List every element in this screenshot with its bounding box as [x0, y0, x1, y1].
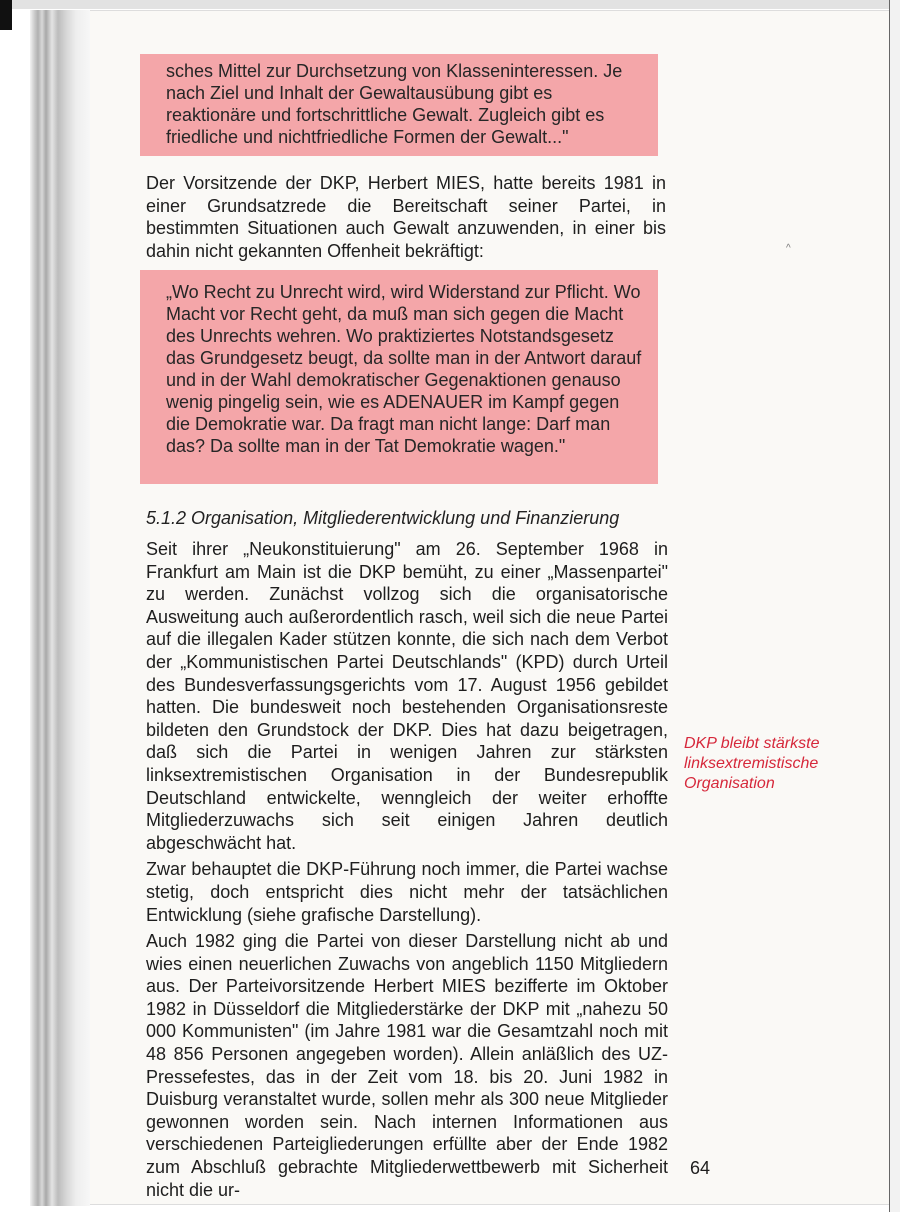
body-paragraph-1: Seit ihrer „Neukonstituierung" am 26. September 1968 in Frankfurt am Main ist die DKP bemüht, zu einer „Massenpartei" zu werden. Zunächst vollzog sich die organisatorische Ausweitung auch außerordentlich rasch, weil sich die neue Partei auf die illegalen Kader stützen konnte, die sich nach dem Verbot der „Kommunistischen Partei Deutschlands" (KPD) durch Urteil des Bundesverfassungsgerichts vom 17. August 1956 gebildet hatten. Die bundesweit noch bestehenden Organisationsreste bildeten den Grundstock der DKP. Dies hat dazu beigetragen, daß sich die Partei in wenigen Jahren zur stärksten linksextremistischen Organisation in der Bundesrepublik Deutschland entwickelte, wenngleich der weiter erhoffte Mitgliederzuwachs sich seit einigen Jahren deutlich abgeschwächt hat. — [146, 539, 668, 853]
book-spine — [30, 10, 90, 1206]
intro-paragraph: Der Vorsitzende der DKP, Herbert MIES, hatte bereits 1981 in einer Grundsatzrede die Bereitschaft seiner Partei, in bestimmten Situationen auch Gewalt anzuwenden, in einer bis dahin nicht gekannten Offenheit bekräftigt: — [146, 173, 666, 261]
scan-top-edge — [0, 0, 900, 9]
scan-right-edge — [889, 0, 900, 1212]
quote-1-text: sches Mittel zur Durchsetzung von Klasseninteressen. Je nach Ziel und Inhalt der Gewaltausübung gibt es reaktionäre und fortschrittliche Gewalt. Zugleich gibt es friedliche und nichtfriedliche Formen der Gewalt..." — [166, 61, 623, 147]
quote-2-text: „Wo Recht zu Unrecht wird, wird Widerstand zur Pflicht. Wo Macht vor Recht geht, da muß man sich gegen die Macht des Unrechts wehren. Wo praktiziertes Notstandsgesetz das Grundgesetz beugt, da sollte man in der Antwort darauf und in der Wahl demokratischer Gegenaktionen genauso wenig pingelig sein, wie es ADENAUER im Kampf gegen die Demokratie war. Da fragt man nicht lange: Darf man das? Da sollte man in der Tat Demokratie wagen." — [166, 282, 642, 456]
body-paragraph-2: Zwar behauptet die DKP-Führung noch immer, die Partei wachse stetig, doch entspricht dies nicht mehr der tatsächlichen Entwicklung (siehe grafische Darstellung). — [146, 859, 668, 925]
scan-corner-mark — [0, 0, 12, 30]
body-text — [146, 538, 668, 1205]
highlighted-quote-1 — [140, 54, 658, 156]
scan-speck: ^ — [786, 243, 791, 254]
page-number: 64 — [690, 1158, 711, 1178]
body-paragraph-3: Auch 1982 ging die Partei von dieser Darstellung nicht ab und wies einen neuerlichen Zuwachs von angeblich 1150 Mitgliedern aus. Der Parteivorsitzende Herbert MIES bezifferte im Oktober 1982 in Düsseldorf die Mitgliederstärke der DKP mit „nahezu 50 000 Kommunisten" (im Jahre 1981 war die Gesamtzahl noch mit 48 856 Personen angegeben worden). Allein anläßlich des UZ-Pressefestes, das in der Zeit vom 18. bis 20. Juni 1982 in Duisburg veranstaltet wurde, sollen mehr als 300 neue Mitglieder gewonnen worden sein. Nach internen Informationen aus verschiedenen Parteigliederungen erfüllte aber der Ende 1982 zum Abschluß gebrachte Mitgliederwettbewerb mit Sicherheit nicht die ur- — [146, 931, 668, 1200]
margin-note: DKP bleibt stärkste linksextremistische Organisation — [684, 735, 820, 792]
highlighted-quote-2 — [140, 270, 658, 484]
section-heading: 5.1.2 Organisation, Mitgliederentwicklung und Finanzierung — [146, 508, 620, 528]
